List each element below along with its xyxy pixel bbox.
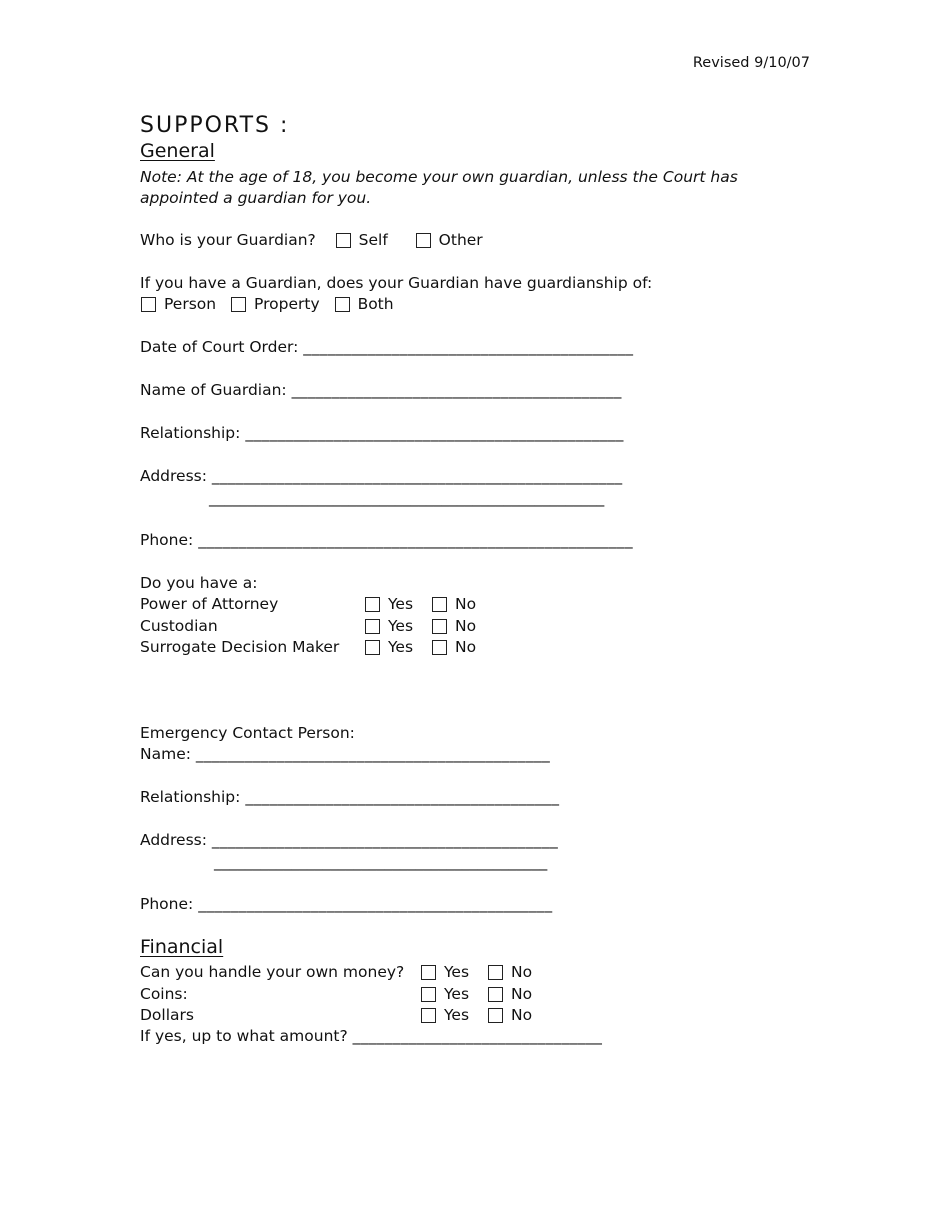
coins-options xyxy=(421,984,542,1004)
no-checkbox[interactable] xyxy=(488,1008,503,1023)
emergency-name-line[interactable]: ____________________________________________ xyxy=(195,745,551,763)
self-checkbox[interactable] xyxy=(336,233,351,248)
power-of-attorney-label: Power of Attorney xyxy=(140,595,279,613)
guardian-question-row xyxy=(140,230,493,250)
guardian-question-label: Who is your Guardian? xyxy=(140,231,316,249)
no-label: No xyxy=(510,1006,533,1024)
guardian-option-other[interactable] xyxy=(416,230,483,250)
power-of-attorney-yes[interactable] xyxy=(365,594,413,614)
both-checkbox[interactable] xyxy=(335,297,350,312)
name-of-guardian-label: Name of Guardian: xyxy=(140,381,287,399)
dollars-no[interactable] xyxy=(488,1005,532,1025)
surrogate-decision-maker-label: Surrogate Decision Maker xyxy=(140,638,340,656)
yes-checkbox[interactable] xyxy=(421,965,436,980)
person-checkbox[interactable] xyxy=(141,297,156,312)
yes-checkbox[interactable] xyxy=(365,597,380,612)
yes-label: Yes xyxy=(444,1006,470,1024)
yes-label: Yes xyxy=(388,595,414,613)
emergency-relationship-label: Relationship: xyxy=(140,788,241,806)
no-label: No xyxy=(510,963,533,981)
yes-label: Yes xyxy=(388,617,414,635)
coins-yes[interactable] xyxy=(421,984,469,1004)
name-of-guardian-field[interactable] xyxy=(140,380,622,400)
both-label: Both xyxy=(357,295,394,313)
guardian-address-label: Address: xyxy=(140,467,207,485)
guardian-relationship-line[interactable]: _______________________________________________ xyxy=(245,424,624,442)
power-of-attorney-options xyxy=(365,594,486,614)
custodian-no[interactable] xyxy=(432,616,476,636)
guardianship-option-both[interactable] xyxy=(335,294,394,314)
dollars-yes[interactable] xyxy=(421,1005,469,1025)
surrogate-decision-maker-no[interactable] xyxy=(432,637,476,657)
emergency-phone-line[interactable]: ____________________________________________ xyxy=(198,895,553,913)
emergency-relationship-field[interactable] xyxy=(140,787,559,807)
no-checkbox[interactable] xyxy=(432,597,447,612)
yes-checkbox[interactable] xyxy=(365,640,380,655)
section-heading-financial: Financial xyxy=(140,936,224,958)
guardianship-option-person[interactable] xyxy=(141,294,216,314)
guardian-address-field[interactable] xyxy=(140,466,622,486)
date-of-court-order-label: Date of Court Order: xyxy=(140,338,299,356)
emergency-address-field[interactable] xyxy=(140,830,558,850)
yes-label: Yes xyxy=(444,985,470,1003)
guardian-relationship-field[interactable] xyxy=(140,423,624,443)
amount-question-label: If yes, up to what amount? xyxy=(140,1027,348,1045)
power-of-attorney-no[interactable] xyxy=(432,594,476,614)
custodian-yes[interactable] xyxy=(365,616,413,636)
emergency-address-label: Address: xyxy=(140,831,207,849)
emergency-name-label: Name: xyxy=(140,745,191,763)
emergency-address-line-2[interactable]: ___________________________________________ xyxy=(214,853,548,871)
person-label: Person xyxy=(164,295,217,313)
yes-label: Yes xyxy=(444,963,470,981)
date-of-court-order-field[interactable] xyxy=(140,337,633,357)
no-label: No xyxy=(454,595,477,613)
surrogate-decision-maker-yes[interactable] xyxy=(365,637,413,657)
date-of-court-order-line[interactable]: _________________________________________ xyxy=(303,338,634,356)
custodian-label: Custodian xyxy=(140,617,218,635)
self-label: Self xyxy=(358,231,388,249)
other-checkbox[interactable] xyxy=(416,233,431,248)
yes-checkbox[interactable] xyxy=(421,1008,436,1023)
emergency-address-line-1[interactable]: ___________________________________________ xyxy=(211,831,559,849)
guardianship-options-row xyxy=(141,294,404,314)
amount-field[interactable] xyxy=(140,1026,602,1046)
section-heading-general: General xyxy=(140,140,215,162)
property-label: Property xyxy=(254,295,320,313)
guardian-address-line-1[interactable]: ___________________________________________________ xyxy=(211,467,623,485)
emergency-phone-field[interactable] xyxy=(140,894,552,914)
no-checkbox[interactable] xyxy=(488,987,503,1002)
guardian-phone-line[interactable]: ______________________________________________________ xyxy=(198,531,633,549)
emergency-name-field[interactable] xyxy=(140,744,550,764)
yes-label: Yes xyxy=(388,638,414,656)
handle-money-no[interactable] xyxy=(488,962,532,982)
yes-checkbox[interactable] xyxy=(365,619,380,634)
no-checkbox[interactable] xyxy=(432,640,447,655)
no-checkbox[interactable] xyxy=(488,965,503,980)
no-label: No xyxy=(510,985,533,1003)
coins-no[interactable] xyxy=(488,984,532,1004)
guardian-option-self[interactable] xyxy=(336,230,388,250)
no-label: No xyxy=(454,617,477,635)
guardian-address-line-2[interactable]: ___________________________________________________ xyxy=(209,489,605,507)
emergency-phone-label: Phone: xyxy=(140,895,194,913)
guardian-note: Note: At the age of 18, you become your own guardian, unless the Court has appointed a guardian for you. xyxy=(140,168,738,207)
do-you-have-label: Do you have a: xyxy=(140,574,258,592)
no-checkbox[interactable] xyxy=(432,619,447,634)
custodian-options xyxy=(365,616,486,636)
handle-money-options xyxy=(421,962,542,982)
dollars-options xyxy=(421,1005,542,1025)
name-of-guardian-line[interactable]: _________________________________________ xyxy=(291,381,622,399)
guardian-relationship-label: Relationship: xyxy=(140,424,241,442)
yes-checkbox[interactable] xyxy=(421,987,436,1002)
handle-money-yes[interactable] xyxy=(421,962,469,982)
guardian-phone-label: Phone: xyxy=(140,531,194,549)
page-title: SUPPORTS : xyxy=(140,113,290,138)
emergency-contact-heading: Emergency Contact Person: xyxy=(140,724,355,742)
guardian-phone-field[interactable] xyxy=(140,530,633,550)
revised-date: Revised 9/10/07 xyxy=(692,55,810,71)
emergency-relationship-line[interactable]: _______________________________________ xyxy=(245,788,560,806)
other-label: Other xyxy=(438,231,483,249)
dollars-label: Dollars xyxy=(140,1006,194,1024)
guardianship-question: If you have a Guardian, does your Guardian have guardianship of: xyxy=(140,274,653,292)
surrogate-decision-maker-options xyxy=(365,637,486,657)
guardianship-option-property[interactable] xyxy=(231,294,320,314)
no-label: No xyxy=(454,638,477,656)
amount-line[interactable]: _______________________________ xyxy=(352,1027,603,1045)
coins-label: Coins: xyxy=(140,985,188,1003)
handle-money-label: Can you handle your own money? xyxy=(140,963,405,981)
property-checkbox[interactable] xyxy=(231,297,246,312)
